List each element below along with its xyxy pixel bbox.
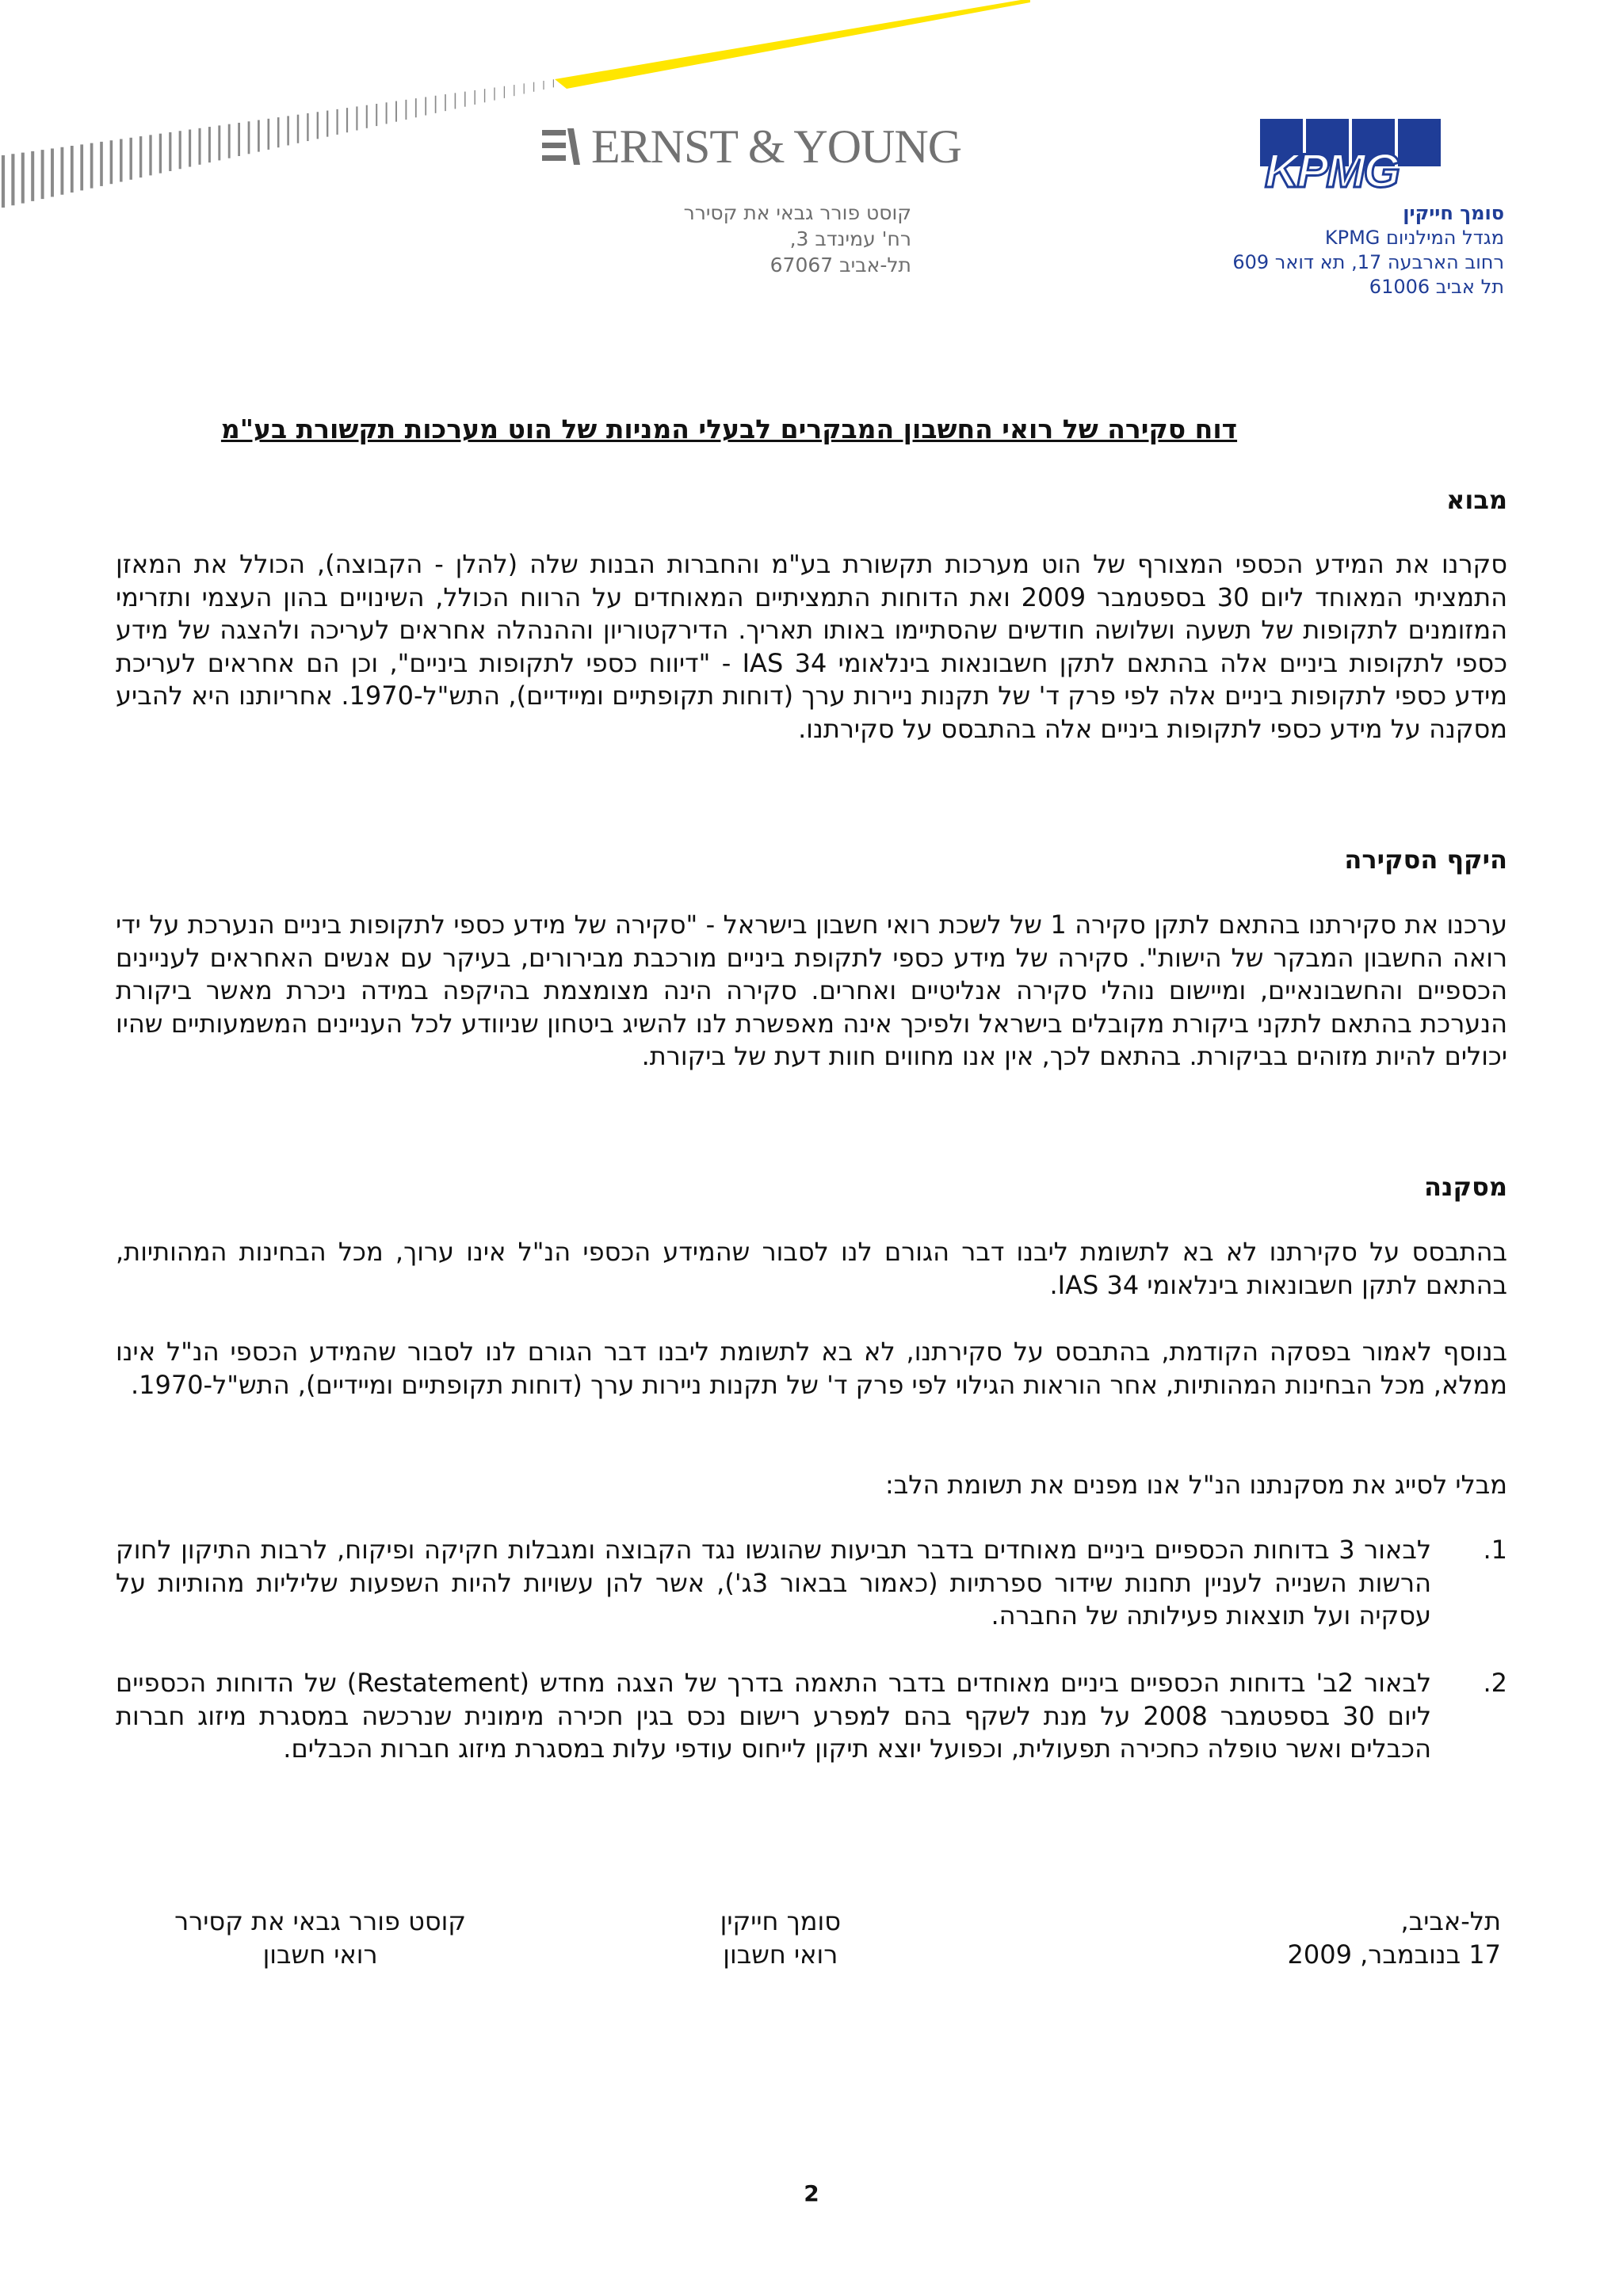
- ey-address-line: קוסט פורר גבאי את קסירר: [683, 201, 911, 224]
- ey-stripes-pattern: [3, 79, 553, 208]
- ey-address-line: תל-אביב 67067: [769, 254, 911, 277]
- conclusion-paragraph-3: מבלי לסייג את מסקנתנו הנ"ל אנו מפנים את תשומת הלב:: [884, 1470, 1507, 1500]
- kpmg-address-line: תל אביב 61006: [1369, 276, 1504, 298]
- ey-logo-mark: [542, 127, 583, 166]
- kpmg-address-line: סומך חייקין: [1403, 202, 1504, 224]
- emphasis-item-number: 1.: [1483, 1535, 1507, 1565]
- signature-kpmg: [720, 1905, 841, 1971]
- document-title: דוח סקירה של רואי החשבון המבקרים לבעלי המניות של הוט מערכות תקשורת בע"מ: [220, 414, 1238, 444]
- intro-paragraph: סקרנו את המידע הכספי המצורף של הוט מערכות תקשורת בע"מ והחברות הבנות שלה (להלן - הקבוצה), הכולל את המאזן התמציתי המאוחד ליום 30 בספטמבר 2009 ואת הדוחות התמציתיים המאוחדים על הרווח הכולל, השינויים בהון העצמי ותזרימי המזומנים לתקופות של תשעה ושלושה חודשים שהסתיימו באותו תאריך. הדירקטוריון וההנהלה אחראים לעריכה ולהצגה של מידע כספי לתקופות ביניים אלה בהתאם לתקן חשבונאות בינלאומי IAS 34 - "דיווח כספי לתקופות ביניים", וכן הם אחראים לעריכת מידע כספי לתקופות ביניים אלה לפי פרק ד' של תקנות ניירות ערך (דוחות תקופתיים ומיידיים), התש"ל-1970. אחריותנו היא להביע מסקנה על מידע כספי לתקופות ביניים אלה בהתבסס על סקירתנו.: [116, 549, 1508, 744]
- ey-yellow-beam: [555, 0, 1030, 89]
- signature-place-date: [1288, 1905, 1502, 1971]
- scope-paragraph: ערכנו את סקירתנו בהתאם לתקן סקירה 1 של לשכת רואי חשבון בישראל - "סקירה של מידע כספי לתקופות ביניים הנערכת על ידי רואה החשבון המבקר של הישות". סקירה של מידע כספי לתקופת ביניים מורכבת מבירורים, בעיקר עם אנשים האחראים לעניינים הכספיים והחשבונאיים, ומיישום נוהלי סקירה אנליטיים ואחרים. סקירה הינה מצומצמת בהיקפה במידה ניכרת מאשר ביקורת הנערכת בהתאם לתקני ביקורת מקובלים בישראל ולפיכך אינה מאפשרת לנו להשיג ביטחון שניוודע לכל העניינים המשמעותיים שהיו יכולים להיות מזוהים בביקורת. בהתאם לכך, אין אנו מחווים חוות דעת של ביקורת.: [116, 910, 1508, 1071]
- signature-ey: [174, 1905, 466, 1971]
- ey-logo-text: ERNST & YOUNG: [591, 120, 962, 173]
- emphasis-item: [116, 1667, 1507, 1766]
- ey-address-line: רח' עמינדב 3,: [789, 227, 911, 250]
- kpmg-address-line: מגדל המילניום KPMG: [1324, 227, 1504, 249]
- kpmg-address-line: רחוב הארבעה 17, תא דואר 609: [1232, 251, 1504, 273]
- emphasis-item-text: לבאור 2ב' בדוחות הכספיים ביניים מאוחדים בדבר התאמה בדרך של הצגה מחדש (Restatement) של הדוחות הכספיים ליום 30 בספטמבר 2008 על מנת לשקף בהם למפרע רישום נכס בגין חכירה מימונית שנרכשה במסגרת מיזוג חברות הכבלים ואשר טופלה כחכירה תפעולית, וכפועל יוצא תיקון לייחוס עודפי עלות במסגרת מיזוג חברות הכבלים.: [116, 1668, 1432, 1764]
- signature-ey-name: קוסט פורר גבאי את קסירר: [174, 1906, 466, 1936]
- signature-kpmg-title: רואי חשבון: [723, 1939, 838, 1970]
- conclusion-paragraph-2: בנוסף לאמור בפסקה הקודמת, בהתבסס על סקירתנו, לא בא לתשומת ליבנו דבר הגורם לנו לסבור שהמידע הכספי הנ"ל אינו ממלא, מכל הבחינות המהותיות, אחר הוראות הגילוי לפי פרק ד' של תקנות ניירות ערך (דוחות תקופתיים ומיידיים), התש"ל-1970.: [116, 1337, 1507, 1400]
- kpmg-logo: [1260, 119, 1447, 197]
- page-number: 2: [804, 2180, 819, 2206]
- ey-logo: [542, 119, 961, 174]
- signature-ey-title: רואי חשבון: [262, 1939, 378, 1970]
- signature-kpmg-name: סומך חייקין: [720, 1906, 841, 1936]
- section-heading-intro: מבוא: [1446, 485, 1507, 515]
- emphasis-item: [116, 1534, 1507, 1633]
- kpmg-address: [1232, 201, 1504, 299]
- ey-address: [684, 200, 911, 278]
- conclusion-paragraph-1: בהתבסס על סקירתנו לא בא לתשומת ליבנו דבר הגורם לנו לסבור שהמידע הכספי הנ"ל אינו ערוך, מכל הבחינות המהותיות, בהתאם לתקן חשבונאות בינלאומי IAS 34.: [116, 1237, 1507, 1300]
- signature-date: 17 בנובמבר, 2009: [1287, 1939, 1501, 1970]
- section-heading-scope: היקף הסקירה: [1344, 845, 1507, 875]
- section-heading-conclusion: מסקנה: [1424, 1172, 1507, 1202]
- emphasis-item-text: לבאור 3 בדוחות הכספיים ביניים מאוחדים בדבר תביעות שהוגשו נגד הקבוצה ומגבלות חקיקה ופיקוח, לרבות התיקון לחוק הרשות השנייה לעניין תחנות שידור ספרתיות (כאמור בבאור 3ג'), אשר להן עשויות להיות השפעות שליליות מהותיות על עסקיה ועל תוצאות פעילותה של החברה.: [116, 1535, 1432, 1630]
- kpmg-logo-box: [1398, 119, 1441, 166]
- kpmg-logo-text: KPMG: [1265, 144, 1398, 197]
- emphasis-item-number: 2.: [1483, 1668, 1507, 1698]
- signature-place: תל-אביב,: [1400, 1906, 1501, 1936]
